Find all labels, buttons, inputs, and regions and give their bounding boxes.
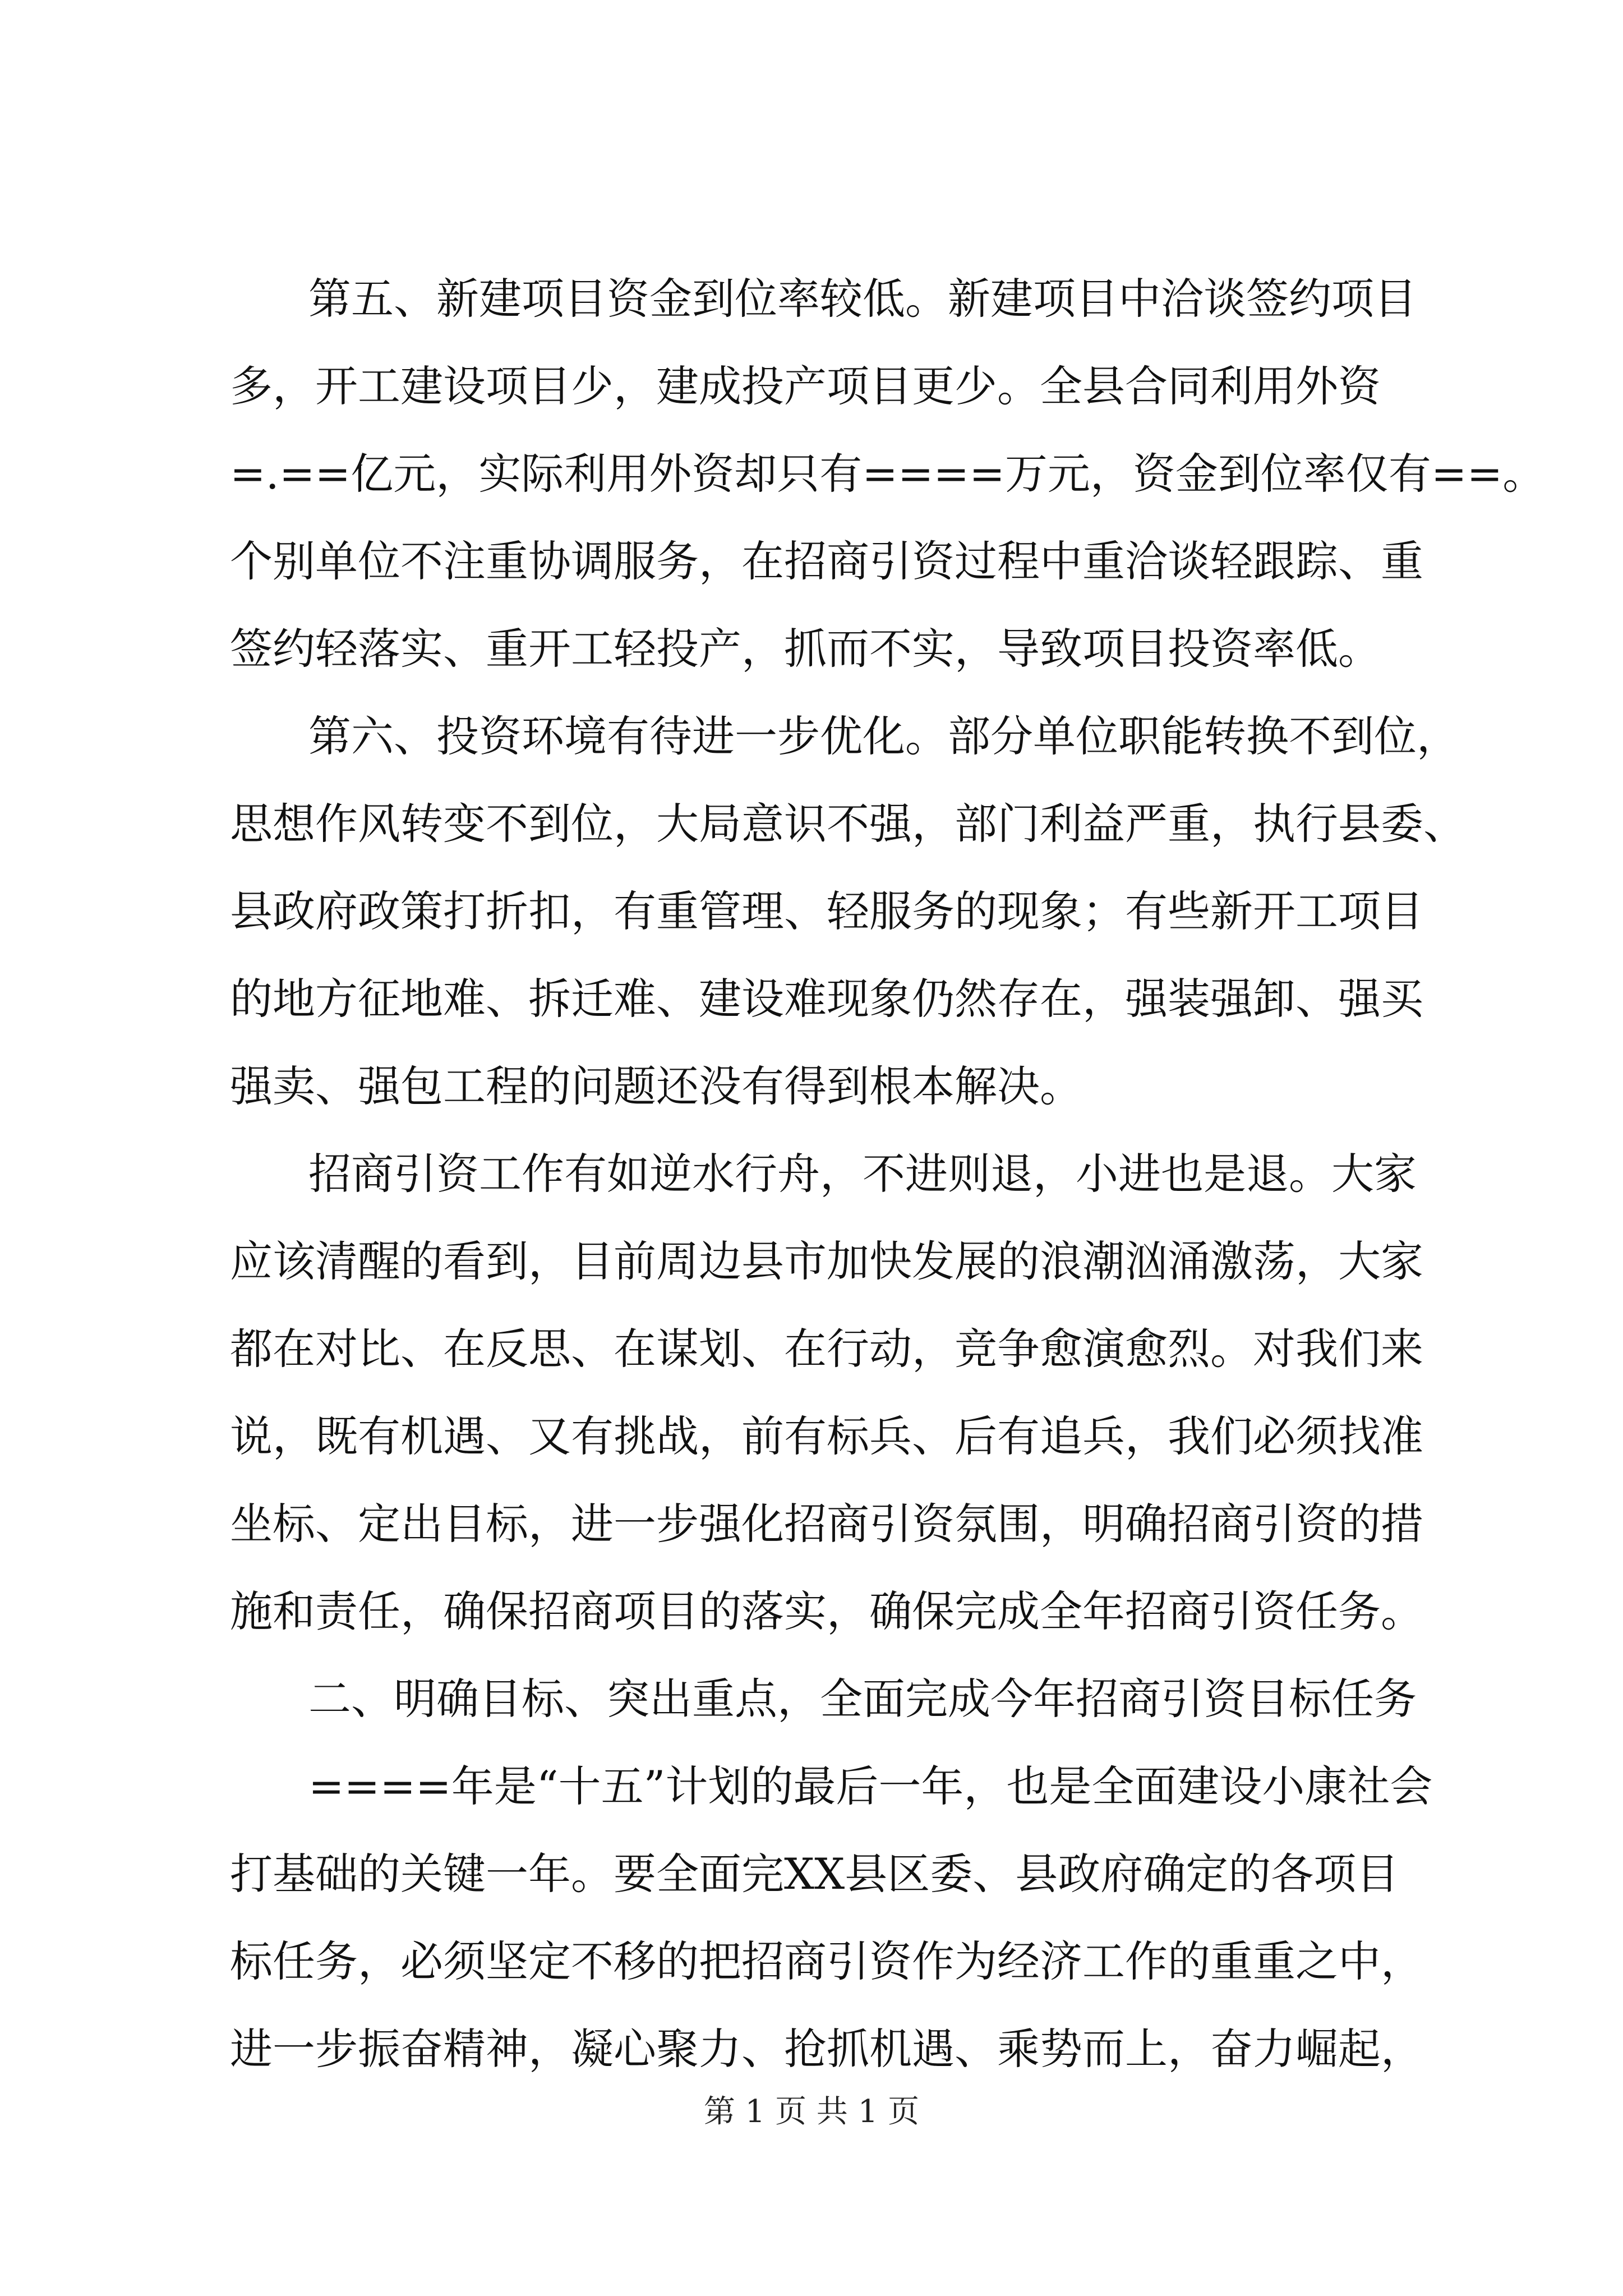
paragraph-line: 施和责任，确保招商项目的落实，确保完成全年招商引资任务。 — [230, 1586, 1423, 1636]
paragraph-line: 多，开工建设项目少，建成投产项目更少。全县合同利用外资 — [230, 361, 1381, 411]
paragraph-line: 个别单位不注重协调服务，在招商引资过程中重洽谈轻跟踪、重 — [230, 536, 1423, 586]
paragraph-line: ====年是“十五”计划的最后一年，也是全面建设小康社会 — [308, 1761, 1433, 1811]
paragraph-line: 标任务，必须坚定不移的把招商引资作为经济工作的重重之中， — [230, 1936, 1423, 1986]
paragraph-line: 进一步振奋精神，凝心聚力、抢抓机遇、乘势而上，奋力崛起， — [230, 2024, 1423, 2074]
page-footer — [0, 2090, 1623, 2134]
paragraph-line: 第五、新建项目资金到位率较低。新建项目中洽谈签约项目 — [308, 274, 1417, 324]
paragraph-line: 招商引资工作有如逆水行舟，不进则退，小进也是退。大家 — [308, 1149, 1417, 1199]
paragraph-line: 签约轻落实、重开工轻投产，抓而不实，导致项目投资率低。 — [230, 624, 1381, 674]
paragraph-line: 坐标、定出目标，进一步强化招商引资氛围，明确招商引资的措 — [230, 1499, 1423, 1549]
paragraph-line: 的地方征地难、拆迁难、建设难现象仍然存在，强装强卸、强买 — [230, 974, 1423, 1024]
paragraph-line: 强卖、强包工程的问题还没有得到根本解决。 — [230, 1061, 1082, 1111]
paragraph-line: 第六、投资环境有待进一步优化。部分单位职能转换不到位， — [308, 711, 1459, 761]
page-number-label: 第 1 页 共 1 页 — [703, 2093, 920, 2130]
paragraph-line: =.==亿元，实际利用外资却只有====万元，资金到位率仅有==。 — [230, 449, 1546, 499]
document-body — [230, 255, 1546, 2093]
paragraph-line: 思想作风转变不到位，大局意识不强，部门利益严重，执行县委、 — [230, 799, 1466, 849]
paragraph-line: 县政府政策打折扣，有重管理、轻服务的现象；有些新开工项目 — [230, 886, 1423, 936]
paragraph-line: 都在对比、在反思、在谋划、在行动，竞争愈演愈烈。对我们来 — [230, 1324, 1423, 1374]
paragraph-line: 说，既有机遇、又有挑战，前有标兵、后有追兵，我们必须找准 — [230, 1411, 1423, 1461]
paragraph-line: 打基础的关键一年。要全面完XX县区委、县政府确定的各项目 — [230, 1849, 1399, 1899]
section-heading: 二、明确目标、突出重点，全面完成今年招商引资目标任务 — [308, 1674, 1417, 1724]
paragraph-line: 应该清醒的看到，目前周边县市加快发展的浪潮汹涌激荡，大家 — [230, 1236, 1423, 1286]
